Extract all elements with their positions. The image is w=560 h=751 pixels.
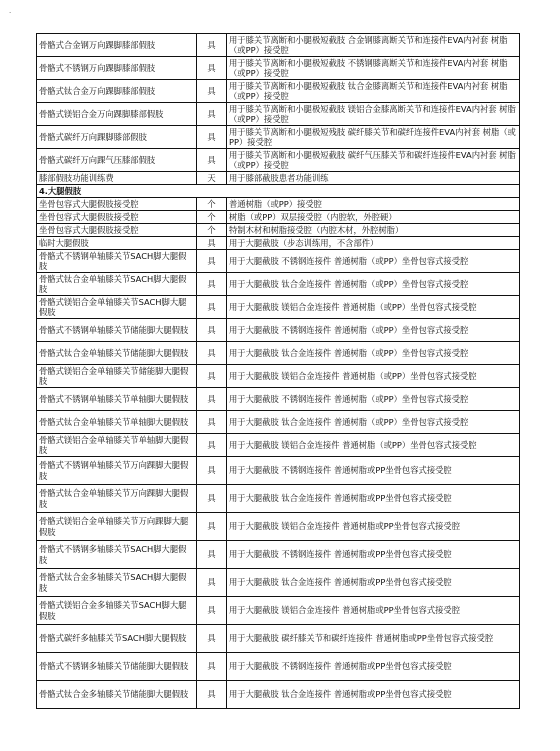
section-title: 4.大腿假肢: [37, 185, 520, 198]
table-row: [37, 365, 520, 388]
unit-cell: 具: [197, 681, 227, 709]
table-row: [37, 126, 520, 149]
item-name-cell: 骨骼式碳纤万向踝气压膝部假肢: [37, 149, 197, 172]
unit-cell: 具: [197, 513, 227, 541]
item-name-cell: 骨骼式不锈钢单轴膝关节SACH脚大腿假肢: [37, 250, 197, 273]
item-name-cell: 坐骨包容式大腿假肢接受腔: [37, 211, 197, 224]
description-cell: 用于大腿截肢 镁铝合金连接件 普通树脂或PP坐骨包容式接受腔: [227, 513, 520, 541]
description-cell: 用于大腿截肢 镁铝合金连接件 普通树脂（或PP）坐骨包容式接受腔: [227, 434, 520, 457]
unit-cell: 个: [197, 211, 227, 224]
description-cell: 用于膝部截肢患者功能训练: [227, 172, 520, 185]
unit-cell: 具: [197, 388, 227, 411]
unit-cell: 具: [197, 411, 227, 434]
item-name-cell: 骨骼式不锈钢单轴膝关节储能脚大腿假肢: [37, 319, 197, 342]
table-row: [37, 541, 520, 569]
description-cell: 用于大腿截肢 不锈钢连接件 普通树脂（或PP）坐骨包容式接受腔: [227, 250, 520, 273]
item-name-cell: 骨骼式镁铝合金多轴膝关节SACH脚大腿假肢: [37, 597, 197, 625]
table-row: [37, 172, 520, 185]
table-row: [37, 211, 520, 224]
item-name-cell: 骨骼式钛合金单轴膝关节万向踝脚大腿假肢: [37, 485, 197, 513]
unit-cell: 具: [197, 319, 227, 342]
item-name-cell: 骨骼式不锈钢单轴膝关节单轴脚大腿假肢: [37, 388, 197, 411]
description-cell: 用于大腿截肢 不锈钢连接件 普通树脂（或PP）坐骨包容式接受腔: [227, 319, 520, 342]
unit-cell: 具: [197, 273, 227, 296]
corner-mark: ·: [9, 9, 12, 17]
table-row: [37, 388, 520, 411]
table-row: [37, 273, 520, 296]
item-name-cell: 骨骼式镁铝合金单轴膝关节万向踝脚大腿假肢: [37, 513, 197, 541]
description-cell: 用于大腿截肢 镁铝合金连接件 普通树脂或PP坐骨包容式接受腔: [227, 597, 520, 625]
unit-cell: 具: [197, 653, 227, 681]
table-row: [37, 342, 520, 365]
table-row: [37, 653, 520, 681]
description-cell: 普通树脂（或PP）接受腔: [227, 198, 520, 211]
table-row: [37, 681, 520, 709]
table-row: [37, 103, 520, 126]
item-name-cell: 骨骼式钛合金万向踝脚膝部假肢: [37, 80, 197, 103]
table-row: [37, 296, 520, 319]
unit-cell: 具: [197, 237, 227, 250]
unit-cell: 具: [197, 365, 227, 388]
unit-cell: 具: [197, 103, 227, 126]
table-row: [37, 513, 520, 541]
item-name-cell: 骨骼式碳纤多轴膝关节SACH脚大腿假肢: [37, 625, 197, 653]
description-cell: 用于大腿截肢 钛合金连接件 普通树脂（或PP）坐骨包容式接受腔: [227, 411, 520, 434]
unit-cell: 具: [197, 569, 227, 597]
unit-cell: 具: [197, 57, 227, 80]
description-cell: 特制木材和树脂接受腔（内腔木材，外腔树脂）: [227, 224, 520, 237]
description-cell: 用于膝关节离断和小腿极短截肢 不锈钢膝离断关节和连接件EVA内衬套 树脂（或PP）接受腔: [227, 57, 520, 80]
item-name-cell: 坐骨包容式大腿假肢接受腔: [37, 198, 197, 211]
description-cell: 用于大腿截肢 不锈钢连接件 普通树脂或PP坐骨包容式接受腔: [227, 653, 520, 681]
table-row: [37, 149, 520, 172]
description-cell: 用于大腿截肢 钛合金连接件 普通树脂或PP坐骨包容式接受腔: [227, 485, 520, 513]
section-heading-row: [37, 185, 520, 198]
unit-cell: 具: [197, 485, 227, 513]
unit-cell: 具: [197, 126, 227, 149]
unit-cell: 具: [197, 296, 227, 319]
description-cell: 用于大腿截肢 碳纤膝关节和碳纤连接件 普通树脂或PP坐骨包容式接受腔: [227, 625, 520, 653]
table-row: [37, 250, 520, 273]
unit-cell: 具: [197, 457, 227, 485]
item-name-cell: 骨骼式不锈钢多轴膝关节储能脚大腿假肢: [37, 653, 197, 681]
unit-cell: 具: [197, 250, 227, 273]
spec-table-body: [37, 34, 520, 709]
unit-cell: 天: [197, 172, 227, 185]
item-name-cell: 骨骼式钛合金单轴膝关节SACH脚大腿假肢: [37, 273, 197, 296]
description-cell: 用于大腿截肢 不锈钢连接件 普通树脂或PP坐骨包容式接受腔: [227, 457, 520, 485]
item-name-cell: 临时大腿假肢: [37, 237, 197, 250]
description-cell: 用于膝关节离断和小腿极短截肢 合金钢膝离断关节和连接件EVA内衬套 树脂（或PP）接受腔: [227, 34, 520, 57]
unit-cell: 具: [197, 80, 227, 103]
table-row: [37, 57, 520, 80]
table-row: [37, 485, 520, 513]
description-cell: 用于膝关节离断和小腿极短截肢 镁铝合金膝离断关节和连接件EVA内衬套 树脂（或PP）接受腔: [227, 103, 520, 126]
unit-cell: 具: [197, 597, 227, 625]
item-name-cell: 骨骼式钛合金多轴膝关节SACH脚大腿假肢: [37, 569, 197, 597]
description-cell: 用于膝关节离断和小腿极短截肢 钛合金膝离断关节和连接件EVA内衬套 树脂（或PP）接受腔: [227, 80, 520, 103]
description-cell: 用于大腿截肢 钛合金连接件 普通树脂或PP坐骨包容式接受腔: [227, 569, 520, 597]
unit-cell: 具: [197, 625, 227, 653]
item-name-cell: 骨骼式不锈钢多轴膝关节SACH脚大腿假肢: [37, 541, 197, 569]
unit-cell: 个: [197, 198, 227, 211]
item-name-cell: 骨骼式镁铝合金单轴膝关节单轴脚大腿假肢: [37, 434, 197, 457]
description-cell: 用于膝关节离断和小腿极短残肢 碳纤膝关节和碳纤连接件EVA内衬套 树脂（或PP）接受腔: [227, 126, 520, 149]
table-row: [37, 237, 520, 250]
unit-cell: 个: [197, 224, 227, 237]
description-cell: 用于大腿截肢 不锈钢连接件 普通树脂（或PP）坐骨包容式接受腔: [227, 388, 520, 411]
item-name-cell: 骨骼式不锈钢万向踝脚膝部假肢: [37, 57, 197, 80]
item-name-cell: 骨骼式镁铝合金万向踝脚膝部假肢: [37, 103, 197, 126]
table-row: [37, 319, 520, 342]
item-name-cell: 骨骼式钛合金多轴膝关节储能脚大腿假肢: [37, 681, 197, 709]
table-row: [37, 597, 520, 625]
unit-cell: 具: [197, 342, 227, 365]
description-cell: 用于大腿截肢（步态训练用，不含部件）: [227, 237, 520, 250]
spec-table: [36, 33, 520, 709]
description-cell: 用于大腿截肢 不锈钢连接件 普通树脂或PP坐骨包容式接受腔: [227, 541, 520, 569]
item-name-cell: 骨骼式碳纤万向踝脚膝部假肢: [37, 126, 197, 149]
description-cell: 用于大腿截肢 钛合金连接件 普通树脂或PP坐骨包容式接受腔: [227, 681, 520, 709]
table-row: [37, 569, 520, 597]
item-name-cell: 骨骼式镁铝合金单轴膝关节SACH脚大腿假肢: [37, 296, 197, 319]
table-row: [37, 80, 520, 103]
table-row: [37, 625, 520, 653]
item-name-cell: 骨骼式不锈钢单轴膝关节万向踝脚大腿假肢: [37, 457, 197, 485]
table-row: [37, 457, 520, 485]
unit-cell: 具: [197, 541, 227, 569]
description-cell: 用于膝关节离断和小腿极短截肢 碳纤气压膝关节和碳纤连接件EVA内衬套 树脂（或PP）接受腔: [227, 149, 520, 172]
description-cell: 用于大腿截肢 镁铝合金连接件 普通树脂（或PP）坐骨包容式接受腔: [227, 365, 520, 388]
item-name-cell: 骨骼式钛合金单轴膝关节储能脚大腿假肢: [37, 342, 197, 365]
item-name-cell: 骨骼式钛合金单轴膝关节单轴脚大腿假肢: [37, 411, 197, 434]
unit-cell: 具: [197, 434, 227, 457]
table-row: [37, 434, 520, 457]
item-name-cell: 骨骼式镁铝合金单轴膝关节储能脚大腿假肢: [37, 365, 197, 388]
description-cell: 用于大腿截肢 镁铝合金连接件 普通树脂（或PP）坐骨包容式接受腔: [227, 296, 520, 319]
description-cell: 树脂（或PP）双层接受腔（内腔软，外腔硬）: [227, 211, 520, 224]
description-cell: 用于大腿截肢 钛合金连接件 普通树脂（或PP）坐骨包容式接受腔: [227, 342, 520, 365]
item-name-cell: 坐骨包容式大腿假肢接受腔: [37, 224, 197, 237]
description-cell: 用于大腿截肢 钛合金连接件 普通树脂（或PP）坐骨包容式接受腔: [227, 273, 520, 296]
unit-cell: 具: [197, 34, 227, 57]
item-name-cell: 膝部假肢功能训练费: [37, 172, 197, 185]
item-name-cell: 骨骼式合金钢万向踝脚膝部假肢: [37, 34, 197, 57]
table-row: [37, 224, 520, 237]
table-row: [37, 198, 520, 211]
table-row: [37, 411, 520, 434]
table-row: [37, 34, 520, 57]
unit-cell: 具: [197, 149, 227, 172]
